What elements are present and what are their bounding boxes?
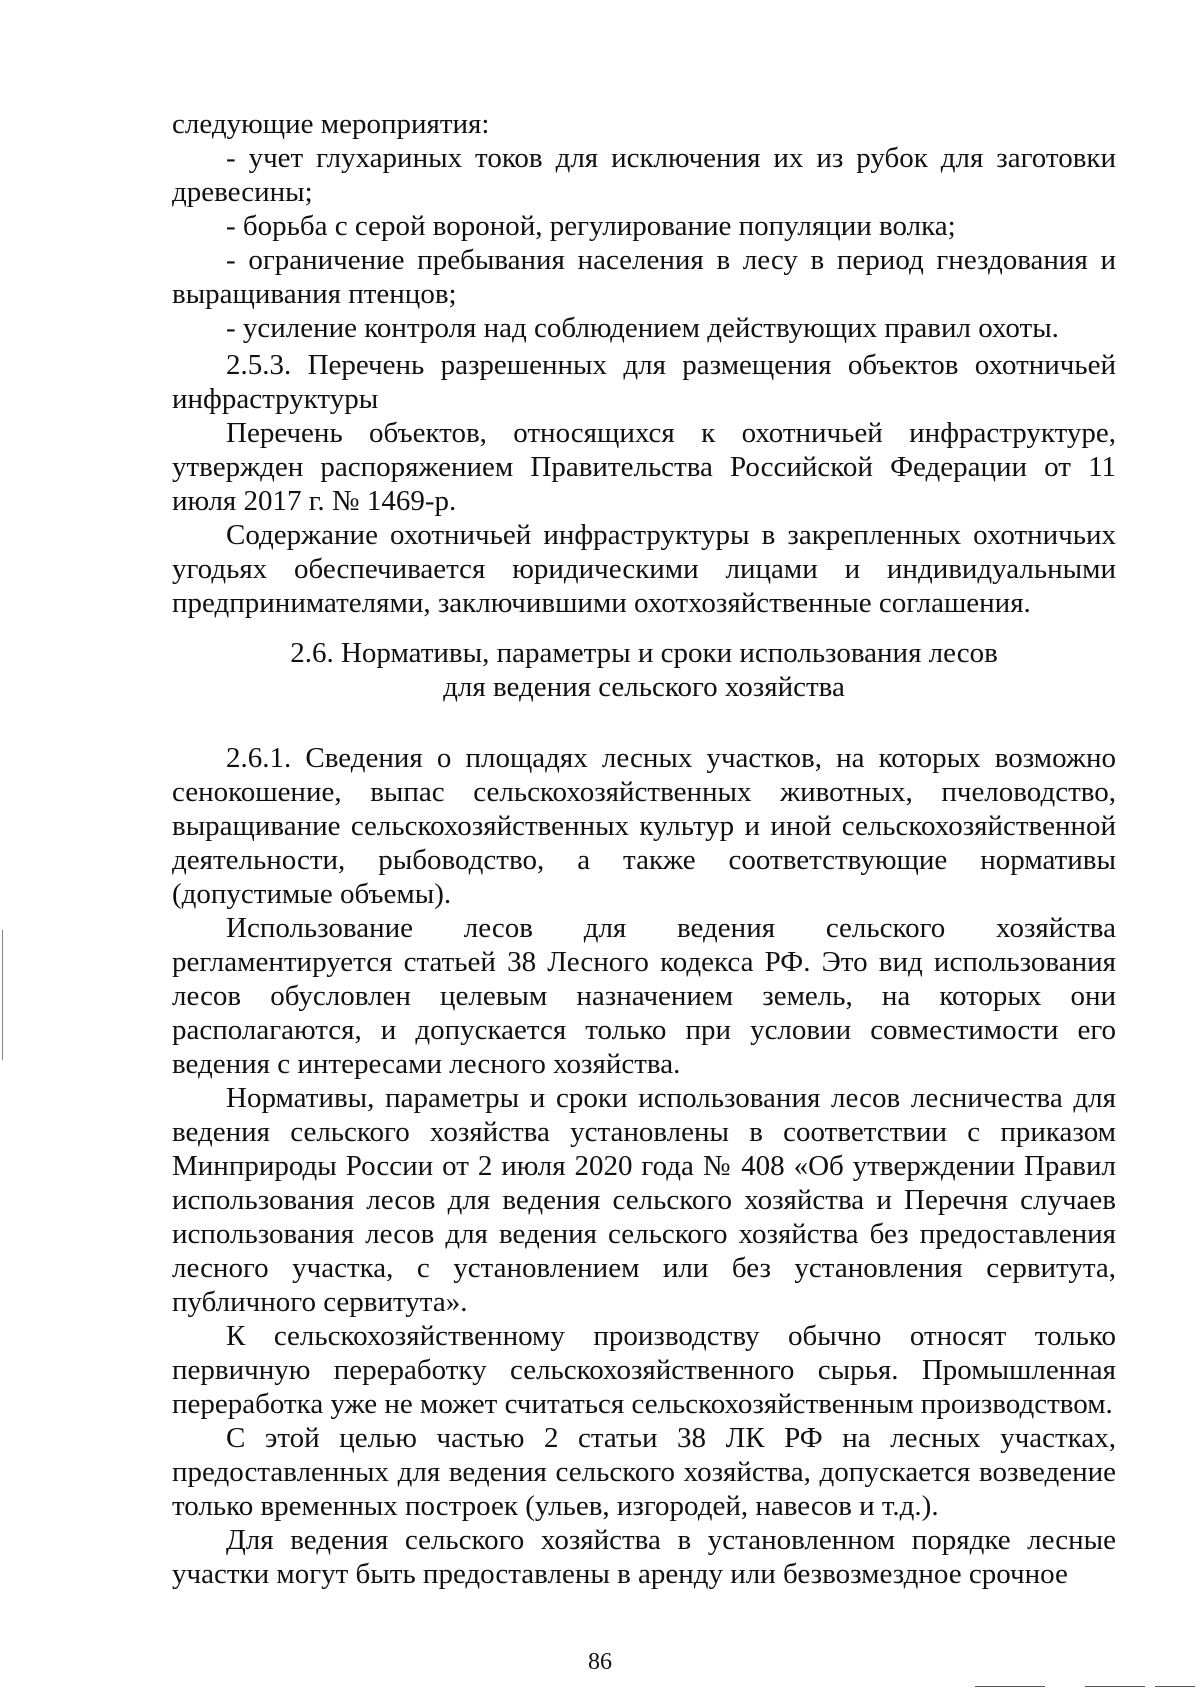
- bullet-item: - усиление контроля над соблюдением действующих правил охоты.: [226, 312, 1059, 344]
- scan-artifact-line: [1155, 1686, 1195, 1687]
- section-2-6-1: [172, 741, 1116, 1591]
- bullet-item: - борьба с серой вороной, регулирование популяции волка;: [226, 210, 956, 242]
- paragraph: С этой целью частью 2 статьи 38 ЛК РФ на лесных участках, предоставленных для ведения сельского хозяйства, допускается возведение только временных построек (ульев, изгородей, навесов и т.д.).: [172, 1422, 1116, 1522]
- bullet-item: - ограничение пребывания населения в лесу в период гнездования и выращивания птенцов;: [172, 244, 1116, 310]
- section-2-5-3: [172, 348, 1116, 620]
- paragraph: К сельскохозяйственному производству обычно относят только первичную переработку сельскохозяйственного сырья. Промышленная переработка уже не может считаться сельскохозяйственным производством.: [172, 1320, 1116, 1420]
- page-number: 86: [588, 1649, 612, 1675]
- scan-artifact-line: [975, 1686, 1045, 1687]
- bullet-item: - учет глухариных токов для исключения их из рубок для заготовки древесины;: [172, 142, 1116, 208]
- paragraph: Для ведения сельского хозяйства в установленном порядке лесные участки могут быть предоставлены в аренду или безвозмездное срочное: [172, 1524, 1116, 1590]
- section-title-line-1: 2.6. Нормативы, параметры и сроки использования лесов: [290, 637, 998, 669]
- paragraph: Содержание охотничьей инфраструктуры в закрепленных охотничьих угодьях обеспечивается юридическими лицами и индивидуальными предпринимателями, заключившими охотхозяйственные соглашения.: [172, 519, 1116, 619]
- paragraph: Нормативы, параметры и сроки использования лесов лесничества для ведения сельского хозяйства установлены в соответствии с приказом Минприроды России от 2 июля 2020 года № 408 «Об утверждении Правил использования лесов для ведения сельского хозяйства и Перечня случаев использования лесов для ведения сельского хозяйства без предоставления лесного участка, с установлением или без установления сервитута, публичного сервитута».: [172, 1082, 1116, 1318]
- section-heading: 2.6.1. Сведения о площадях лесных участков, на которых возможно сенокошение, выпас сельскохозяйственных животных, пчеловодство, выращивание сельскохозяйственных культур и иной сельскохозяйственной деятельности, рыбоводство, а также соответствующие нормативы (допустимые объемы).: [172, 742, 1116, 910]
- section-heading: 2.5.3. Перечень разрешенных для размещения объектов охотничьей инфраструктуры: [172, 349, 1116, 415]
- paragraph: Использование лесов для ведения сельского хозяйства регламентируется статьей 38 Лесного кодекса РФ. Это вид использования лесов обусловлен целевым назначением земель, на которых они располагаются, и допускается только при условии совместимости его ведения с интересами лесного хозяйства.: [172, 912, 1116, 1080]
- scan-edge-mark: [2, 930, 3, 1060]
- intro-line: следующие мероприятия:: [172, 108, 490, 140]
- section-title-line-2: для ведения сельского хозяйства: [443, 671, 845, 703]
- scan-artifact-line: [1085, 1686, 1145, 1687]
- paragraph: Перечень объектов, относящихся к охотничьей инфраструктуре, утвержден распоряжением Правительства Российской Федерации от 11 июля 2017 г. № 1469-р.: [172, 417, 1116, 517]
- measures-list: [172, 107, 1116, 345]
